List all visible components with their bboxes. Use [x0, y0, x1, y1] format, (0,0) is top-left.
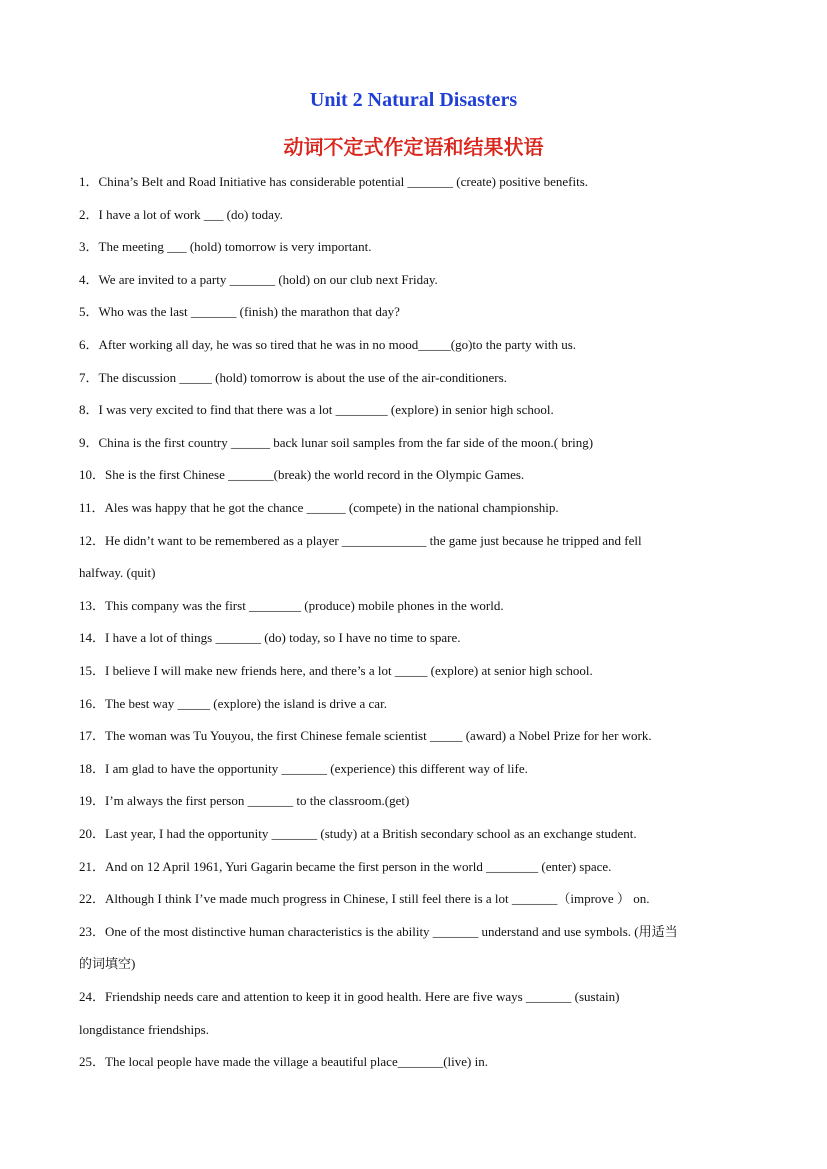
question-item: 25．The local people have made the village a beautiful place_______(live) in. — [79, 1054, 488, 1070]
question-item: 15．I believe I will make new friends here, and there’s a lot _____ (explore) at senior high school. — [79, 663, 593, 678]
question-continuation: halfway. (quit) — [79, 565, 156, 581]
question-item: 1．China’s Belt and Road Initiative has considerable potential _______ (create) positive benefits. — [79, 174, 589, 189]
question-item: 17．The woman was Tu Youyou, the first Chinese female scientist _____ (award) a Nobel Prize for her work. — [79, 728, 652, 744]
question-item: 12．He didn’t want to be remembered as a player _____________ the game just because he tripped and fell — [79, 532, 642, 548]
question-item: 18．I am glad to have the opportunity _______ (experience) this different way of life. — [79, 760, 528, 776]
question-item: 14．I have a lot of things _______ (do) today, so I have no time to spare. — [79, 630, 461, 646]
question-item: 9．China is the first country ______ back lunar soil samples from the far side of the moon.( bring) — [79, 434, 594, 450]
question-continuation: 的词填空) — [79, 956, 136, 972]
question-item: 5．Who was the last _______ (finish) the marathon that day? — [79, 304, 400, 320]
question-item: 3．The meeting ___ (hold) tomorrow is very important. — [79, 239, 372, 255]
question-item: 23．One of the most distinctive human characteristics is the ability _______ understand and use symbols. (用适当 — [79, 923, 678, 939]
worksheet-subtitle: 动词不定式作定语和结果状语 — [283, 135, 544, 159]
question-item: 8．I was very excited to find that there was a lot ________ (explore) in senior high school. — [79, 402, 554, 418]
question-continuation: longdistance friendships. — [79, 1021, 209, 1037]
question-item: 19．I’m always the first person _______ to the classroom.(get) — [79, 793, 410, 809]
question-item: 11．Ales was happy that he got the chance ______ (compete) in the national championship. — [79, 500, 559, 515]
question-item: 2．I have a lot of work ___ (do) today. — [79, 206, 283, 222]
question-item: 16．The best way _____ (explore) the island is drive a car. — [79, 695, 387, 711]
question-item: 22．Although I think I’ve made much progress in Chinese, I still feel there is a lot _______（improve ） on. — [79, 891, 650, 907]
question-item: 7．The discussion _____ (hold) tomorrow is about the use of the air-conditioners. — [79, 369, 507, 385]
question-item: 10．She is the first Chinese _______(break) the world record in the Olympic Games. — [79, 467, 525, 483]
question-item: 13．This company was the first ________ (produce) mobile phones in the world. — [79, 597, 504, 613]
question-item: 4．We are invited to a party _______ (hold) on our club next Friday. — [79, 271, 438, 287]
question-item: 24．Friendship needs care and attention to keep it in good health. Here are five ways _______ (sustain) — [79, 989, 620, 1004]
question-item: 20．Last year, I had the opportunity _______ (study) at a British secondary school as an exchange student. — [79, 826, 637, 841]
question-item: 21．And on 12 April 1961, Yuri Gagarin became the first person in the world ________ (enter) space. — [79, 858, 612, 874]
question-item: 6．After working all day, he was so tired that he was in no mood_____(go)to the party with us. — [79, 337, 577, 352]
worksheet-title: Unit 2 Natural Disasters — [309, 89, 518, 111]
